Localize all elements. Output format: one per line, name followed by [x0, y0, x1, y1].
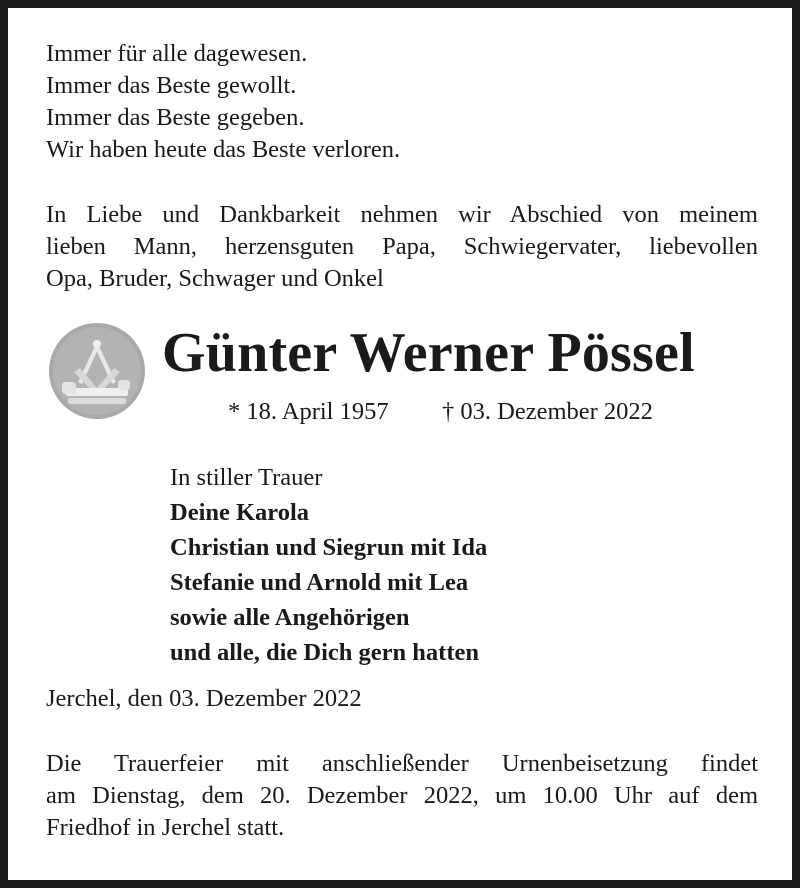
- mourner-name: Christian und Siegrun mit Ida: [170, 534, 488, 561]
- freemason-square-compass-icon: [48, 322, 146, 420]
- mourner-name: Deine Karola: [170, 499, 310, 526]
- verse-block: [46, 38, 758, 166]
- mourner-name: sowie alle Angehörigen: [170, 604, 410, 631]
- ceremony-line: Friedhof in Jerchel statt.: [46, 814, 285, 841]
- intro-block: [46, 199, 758, 295]
- intro-line: In Liebe und Dankbarkeit nehmen wir Abschied von meinem: [46, 201, 758, 228]
- place-date-text: Jerchel, den 03. Dezember 2022: [46, 685, 362, 712]
- ceremony-line: Die Trauerfeier mit anschließender Urnenbeisetzung findet: [46, 750, 758, 777]
- death-date: † 03. Dezember 2022: [442, 398, 653, 425]
- verse-line: Immer das Beste gewollt.: [46, 72, 297, 99]
- verse-line: Immer das Beste gegeben.: [46, 104, 305, 131]
- intro-line: Opa, Bruder, Schwager und Onkel: [46, 265, 384, 292]
- ceremony-block: [46, 748, 758, 844]
- verse-line: Immer für alle dagewesen.: [46, 40, 308, 67]
- mourners-block: [170, 460, 487, 670]
- verse-line: Wir haben heute das Beste verloren.: [46, 136, 401, 163]
- intro-line: lieben Mann, herzensguten Papa, Schwiegervater, liebevollen: [46, 233, 758, 260]
- mourners-heading: In stiller Trauer: [170, 464, 323, 491]
- mourner-name: Stefanie und Arnold mit Lea: [170, 569, 469, 596]
- birth-date: * 18. April 1957: [228, 398, 389, 425]
- mourner-name: und alle, die Dich gern hatten: [170, 639, 479, 666]
- ceremony-line: am Dienstag, dem 20. Dezember 2022, um 10.00 Uhr auf dem: [46, 782, 758, 809]
- deceased-name: Günter Werner Pössel: [162, 322, 695, 384]
- place-date: [46, 683, 758, 715]
